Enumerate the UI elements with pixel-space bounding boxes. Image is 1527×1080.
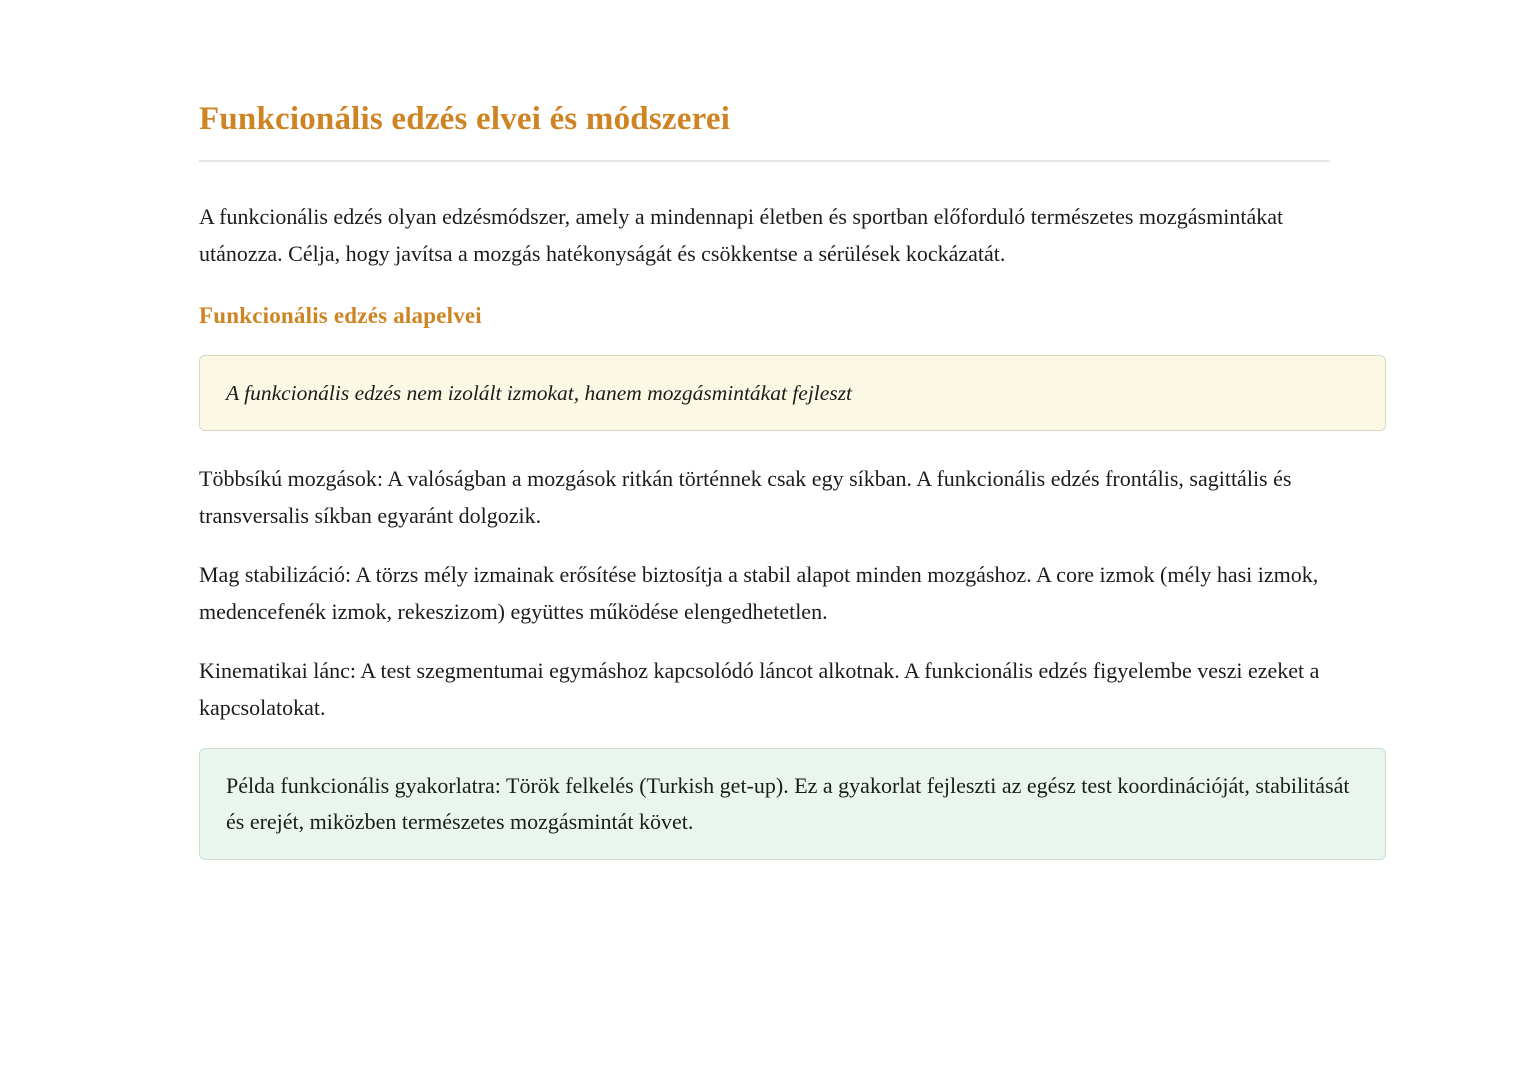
title-divider <box>199 160 1330 162</box>
example-callout <box>199 748 1386 860</box>
page-title: Funkcionális edzés elvei és módszerei <box>199 101 731 137</box>
example-text: Példa funkcionális gyakorlatra: Török felkelés (Turkish get-up). Ez a gyakorlat fejleszti az egész test koordinációját, stabilitását és erejét, miközben természetes mozgásmintát követ. <box>226 773 1350 834</box>
paragraph-core-stabilization: Mag stabilizáció: A törzs mély izmainak erősítése biztosítja a stabil alapot minden mozgáshoz. A core izmok (mély hasi izmok, medencefenék izmok, rekeszizom) együttes működése elengedhetetlen. <box>199 562 1319 624</box>
quote-callout <box>199 355 1386 431</box>
paragraph-kinematic-chain: Kinematikai lánc: A test szegmentumai egymáshoz kapcsolódó láncot alkotnak. A funkcionális edzés figyelembe veszi ezeket a kapcsolatokat. <box>199 658 1320 720</box>
intro-paragraph: A funkcionális edzés olyan edzésmódszer, amely a mindennapi életben és sportban előforduló természetes mozgásmintákat utánozza. Célja, hogy javítsa a mozgás hatékonyságát és csökkentse a sérülések kockázatát. <box>199 204 1284 267</box>
quote-text: A funkcionális edzés nem izolált izmokat, hanem mozgásmintákat fejleszt <box>226 381 853 405</box>
article-content <box>199 0 1350 860</box>
paragraph-multiplanar-movements: Többsíkú mozgások: A valóságban a mozgások ritkán történnek csak egy síkban. A funkcionális edzés frontális, sagittális és transversalis síkban egyaránt dolgozik. <box>199 466 1292 528</box>
section-heading: Funkcionális edzés alapelvei <box>199 303 482 329</box>
